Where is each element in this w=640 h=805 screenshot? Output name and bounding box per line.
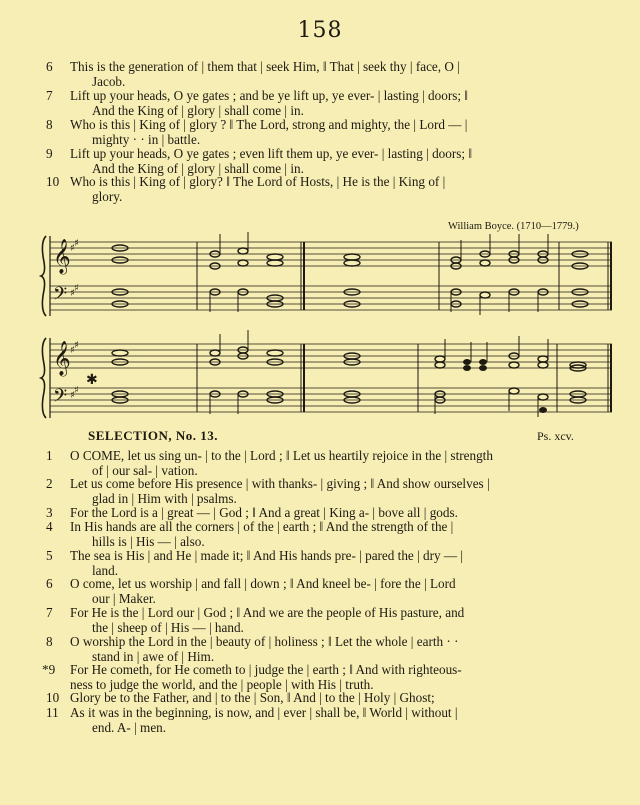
- verse-continuation: stand in | awe of | Him.: [92, 649, 215, 664]
- svg-text:♯: ♯: [70, 288, 75, 299]
- selection-title: SELECTION, No. 13.: [88, 428, 218, 443]
- verse-number: 8: [46, 117, 53, 132]
- verse-number: 7: [46, 605, 53, 620]
- verse-number: 4: [46, 519, 53, 534]
- verse-continuation: our | Maker.: [92, 591, 156, 606]
- svg-text:𝄞: 𝄞: [53, 239, 71, 274]
- verse-text: Glory be to the Father, and | to the | Son, ‖ And | to the | Holy | Ghost;: [70, 690, 435, 705]
- verse-number: 3: [46, 505, 53, 520]
- verse-text: Lift up your heads, O ye gates ; and be ye lift up, ye ever- | lasting | doors; ‖: [70, 88, 469, 103]
- verse-text: The sea is His | and He | made it; ‖ And His hands pre- | pared the | dry — |: [70, 548, 464, 563]
- page-number: 158: [297, 18, 343, 43]
- svg-text:♯: ♯: [74, 238, 79, 249]
- svg-text:✱: ✱: [86, 372, 98, 388]
- verse-number: 6: [46, 576, 53, 591]
- staff-treble-2: [50, 344, 612, 368]
- verse-number: 10: [46, 690, 60, 705]
- verse-text: O worship the Lord in the | beauty of | holiness ; ‖ Let the whole | earth · ·: [70, 634, 459, 649]
- verse-continuation: glory.: [92, 189, 123, 204]
- verse-continuation: the | sheep of | His — | hand.: [92, 620, 244, 635]
- selection-source: Ps. xcv.: [537, 429, 574, 443]
- verse-text: For He cometh, for He cometh to | judge the | earth ; ‖ And with righteous-: [70, 662, 462, 677]
- verse-text: Who is this | King of | glory ? ‖ The Lord, strong and mighty, the | Lord — |: [70, 117, 468, 132]
- svg-text:♯: ♯: [70, 345, 75, 356]
- verse-number: 2: [46, 476, 53, 491]
- verse-text: Let us come before His presence | with thanks- | giving ; ‖ And show ourselves |: [70, 476, 490, 491]
- verse-continuation: land.: [92, 563, 119, 578]
- verse-continuation: of | our sal- | vation.: [92, 463, 198, 478]
- svg-text:♯: ♯: [74, 340, 79, 351]
- staff-treble-1: [50, 242, 612, 266]
- svg-text:♯: ♯: [74, 283, 79, 294]
- verse-number: 11: [46, 705, 59, 720]
- staff-bass-2: [50, 388, 612, 412]
- svg-text:♯: ♯: [74, 385, 79, 396]
- verse-number: *9: [42, 662, 56, 677]
- verse-number: 5: [46, 548, 53, 563]
- verse-continuation: Jacob.: [92, 74, 126, 89]
- composer-credit: William Boyce. (1710—1779.): [448, 221, 579, 232]
- svg-text:𝄢: 𝄢: [53, 386, 68, 411]
- verse-number: 6: [46, 59, 53, 74]
- verse-number: 1: [46, 448, 53, 463]
- verse-text: O COME, let us sing un- | to the | Lord ; ‖ Let us heartily rejoice in the | strength: [70, 448, 493, 463]
- verse-continuation: hills is | His — | also.: [92, 534, 205, 549]
- verse-number: 8: [46, 634, 53, 649]
- svg-text:♯: ♯: [70, 390, 75, 401]
- verse-number: 9: [46, 146, 53, 161]
- svg-text:𝄢: 𝄢: [53, 284, 68, 309]
- svg-text:𝄞: 𝄞: [53, 341, 71, 376]
- verse-continuation: And the King of | glory | shall come | in.: [92, 161, 304, 176]
- staff-bass-1: [50, 286, 612, 310]
- verse-text: As it was in the beginning, is now, and | ever | shall be, ‖ World | without |: [70, 705, 458, 720]
- verse-text: In His hands are all the corners | of the | earth ; ‖ And the strength of the |: [70, 519, 454, 534]
- verse-continuation: glad in | Him with | psalms.: [92, 491, 237, 506]
- verse-text: For the Lord is a | great — | God ; ‖ And a great | King a- | bove all | gods.: [70, 505, 458, 520]
- svg-text:♯: ♯: [70, 243, 75, 254]
- verse-number: 7: [46, 88, 53, 103]
- verse-continuation: end. A- | men.: [92, 720, 167, 735]
- verse-number: 10: [46, 174, 60, 189]
- verse-text: This is the generation of | them that | seek Him, ‖ That | seek thy | face, O |: [70, 59, 460, 74]
- verse-continuation: mighty · · in | battle.: [92, 132, 201, 147]
- verse-text: Who is this | King of | glory? ‖ The Lord of Hosts, | He is the | King of |: [70, 174, 446, 189]
- verse-continuation: ness to judge the world, and the | people | with His | truth.: [70, 677, 374, 692]
- verse-text: Lift up your heads, O ye gates ; even lift them up, ye ever- | lasting | doors; ‖: [70, 146, 473, 161]
- verse-text: O come, let us worship | and fall | down ; ‖ And kneel be- | fore the | Lord: [70, 576, 456, 591]
- verse-text: For He is the | Lord our | God ; ‖ And we are the people of His pasture, and: [70, 605, 465, 620]
- verse-continuation: And the King of | glory | shall come | in.: [92, 103, 304, 118]
